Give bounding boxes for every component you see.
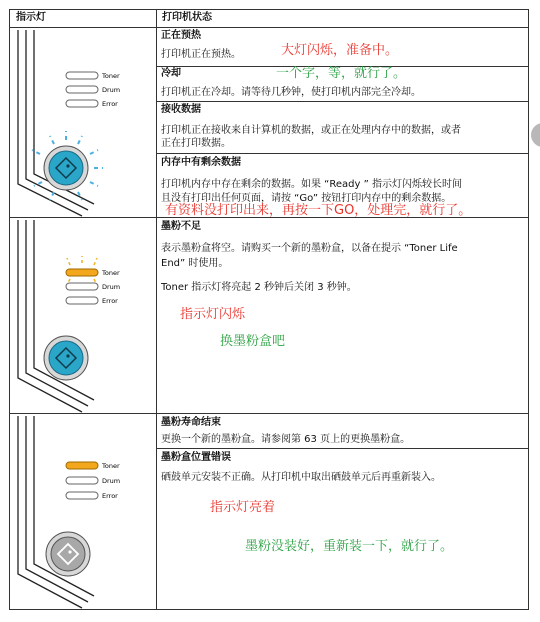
drum-error-note-2: 墨粉没装好，重新装一下，就行了。: [245, 539, 454, 554]
toner-low-note-2: 换墨粉盒吧: [220, 334, 286, 349]
toner-low-desc-2: End” 时使用。: [161, 258, 229, 269]
warmup-desc: 打印机正在预热。: [161, 49, 241, 60]
page-edge-tab: [531, 123, 540, 147]
receiving-title: 接收数据: [161, 104, 201, 115]
led-error: [66, 297, 98, 304]
indicator-illustration-ready: [10, 28, 156, 217]
subrow-divider: [157, 448, 528, 449]
remaining-note: 有资料没打印出来，再按一下GO，处理完，就行了。: [165, 203, 472, 218]
header-indicator: 指示灯: [16, 12, 46, 23]
led-label-drum: Drum: [102, 477, 121, 485]
cooldown-note: 一个字，等，就行了。: [276, 66, 407, 81]
toner-low-note-1: 指示灯闪烁: [180, 307, 246, 322]
toner-low-title: 墨粉不足: [161, 221, 201, 232]
remaining-desc-2: 且没有打印出任何页面，请按 “Go” 按钮打印内存中的剩余数据。: [161, 193, 452, 204]
table-header: [10, 10, 528, 28]
led-label-error: Error: [102, 492, 118, 500]
remaining-desc-1: 打印机内存中存在剩余的数据。如果 “Ready ” 指示灯闪烁较长时间: [161, 179, 462, 190]
go-button-icon: [44, 336, 88, 380]
drum-error-note-1: 指示灯亮着: [210, 500, 276, 515]
warmup-note: 大灯闪烁，准备中。: [281, 43, 399, 58]
led-label-drum: Drum: [102, 283, 121, 291]
cooldown-title: 冷却: [161, 68, 181, 79]
led-label-error: Error: [102, 100, 118, 108]
warmup-title: 正在预热: [161, 30, 201, 41]
subrow-divider: [157, 101, 528, 102]
drum-error-desc: 硒鼓单元安装不正确。从打印机中取出硒鼓单元后再重新装入。: [161, 472, 441, 483]
go-button-icon: [46, 532, 90, 576]
receiving-desc-1: 打印机正在接收来自计算机的数据，或正在处理内存中的数据，或者: [161, 125, 461, 136]
subrow-divider: [157, 153, 528, 154]
led-toner: [66, 269, 98, 276]
toner-end-desc: 更换一个新的墨粉盒。请参阅第 63 页上的更换墨粉盒。: [161, 434, 411, 445]
toner-low-desc-1: 表示墨粉盒将空。请购买一个新的墨粉盒，以备在提示 “Toner Life: [161, 243, 458, 254]
indicator-illustration-toner-low: [10, 218, 156, 413]
led-toner: [66, 72, 98, 79]
led-drum: [66, 283, 98, 290]
led-label-toner: Toner: [102, 269, 120, 277]
led-label-drum: Drum: [102, 86, 121, 94]
led-error: [66, 492, 98, 499]
go-button-icon: [44, 146, 88, 190]
column-divider: [156, 10, 157, 609]
toner-low-desc-3: Toner 指示灯将亮起 2 秒钟后关闭 3 秒钟。: [161, 282, 357, 293]
status-table: [9, 9, 529, 610]
led-toner: [66, 462, 98, 469]
led-label-error: Error: [102, 297, 118, 305]
receiving-desc-2: 正在打印数据。: [161, 138, 231, 149]
header-printer-status: 打印机状态: [162, 12, 212, 23]
drum-error-title: 墨粉盒位置错误: [161, 452, 231, 463]
led-label-toner: Toner: [102, 72, 120, 80]
led-drum: [66, 477, 98, 484]
remaining-title: 内存中有剩余数据: [161, 157, 241, 168]
cooldown-desc: 打印机正在冷却。请等待几秒钟，使打印机内部完全冷却。: [161, 87, 421, 98]
indicator-illustration-toner-end: [10, 414, 156, 609]
led-drum: [66, 86, 98, 93]
led-error: [66, 100, 98, 107]
toner-end-title: 墨粉寿命结束: [161, 417, 221, 428]
led-label-toner: Toner: [102, 462, 120, 470]
